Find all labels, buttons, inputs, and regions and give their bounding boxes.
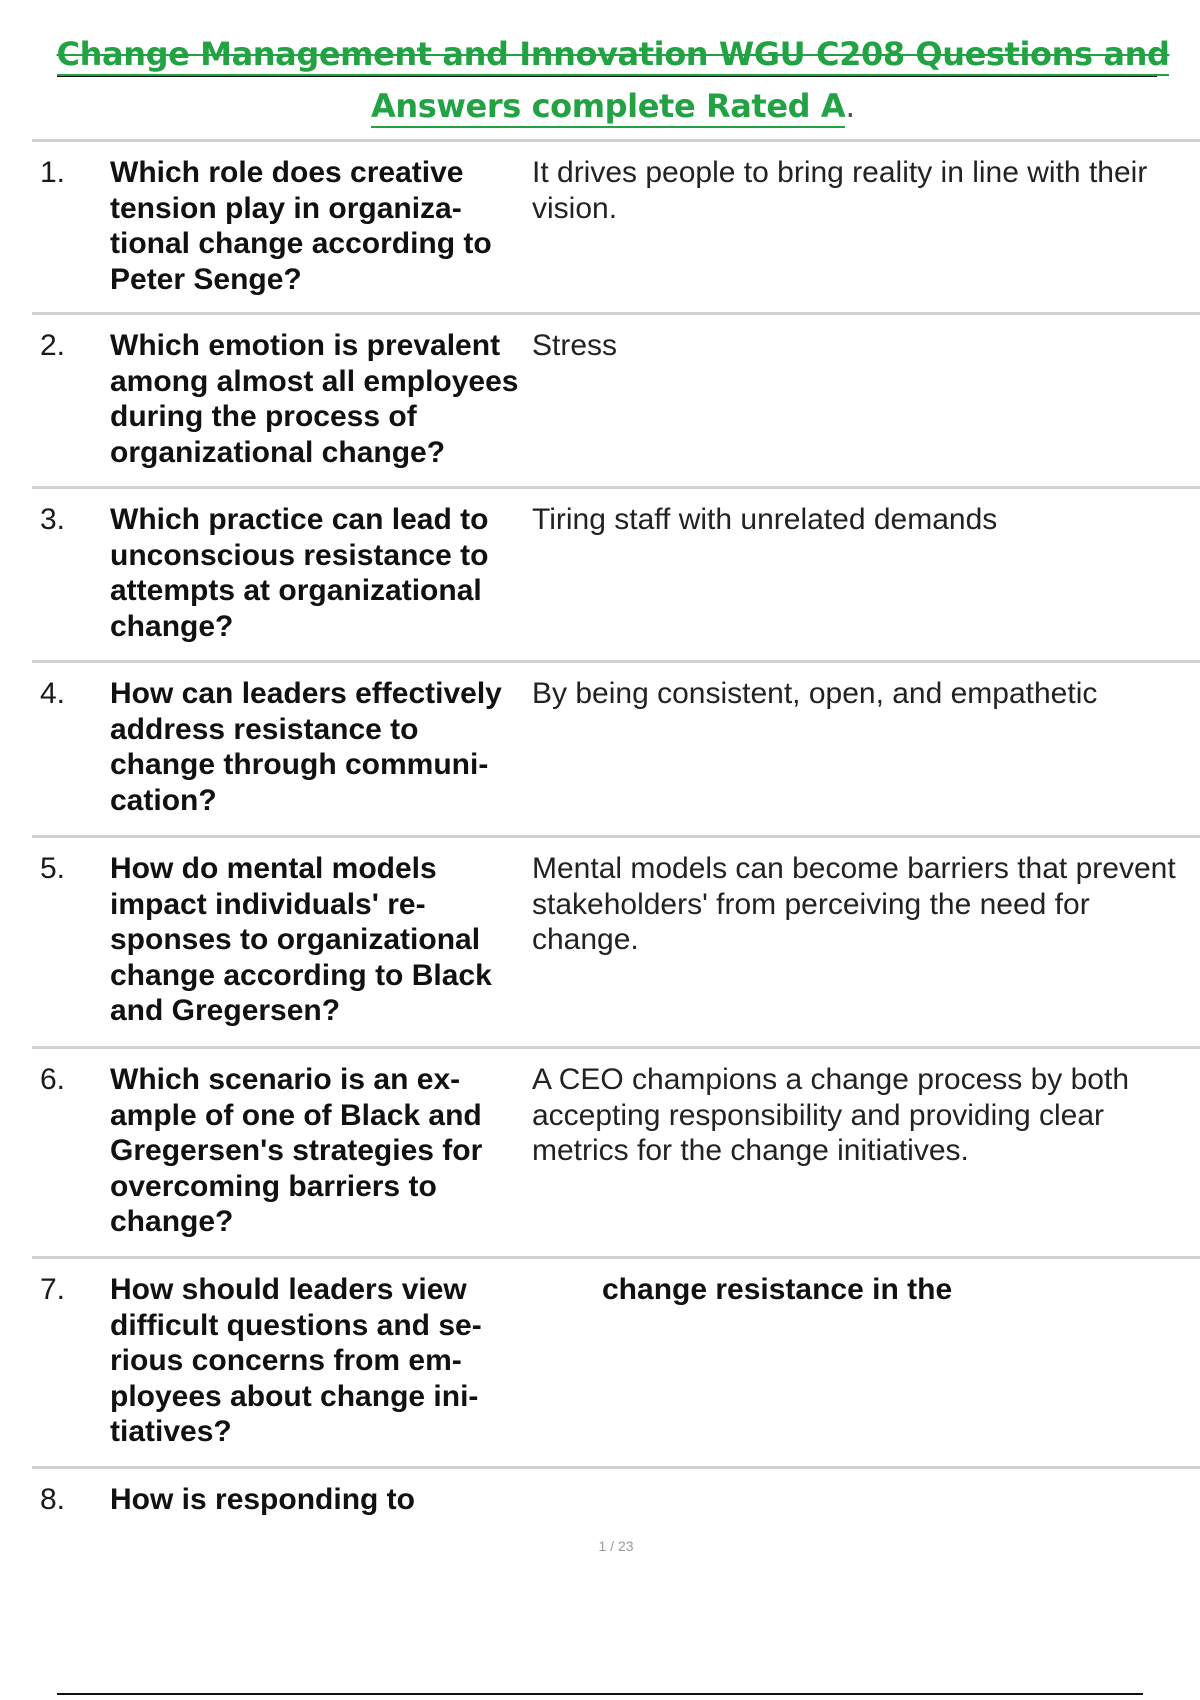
qa-row-6: [32, 1046, 1200, 1259]
document-title-suffix: .: [845, 87, 856, 125]
question-text: How is responding to: [110, 1483, 415, 1516]
question-number: 7.: [40, 1273, 66, 1306]
answer-text: Tiring staff with unrelated demands: [532, 503, 998, 536]
qa-row-8: [32, 1466, 1200, 1539]
question-number: 2.: [40, 329, 66, 362]
answer-text: Stress: [532, 329, 618, 362]
qa-row-4: [32, 660, 1200, 839]
answer-text: change resistance in the: [602, 1273, 953, 1306]
question-text: Which emotion is prevalent among almost all employees during the process of organizational change?: [110, 329, 519, 469]
answer-text: By being consistent, open, and empathetic: [532, 677, 1098, 710]
footer-rule: [57, 1693, 1143, 1695]
answer-text: It drives people to bring reality in line with their vision.: [532, 156, 1148, 225]
question-text: Which practice can lead to unconscious resistance to attempts at organizational change?: [110, 503, 489, 643]
document-title-line-1: [0, 34, 1200, 74]
question-number: 3.: [40, 503, 66, 536]
question-number: 6.: [40, 1063, 66, 1096]
question-text: How should leaders view difficult questions and serious concerns from employees about change initiatives?: [110, 1273, 482, 1448]
question-text: How can leaders effectively address resistance to change through communication?: [110, 677, 502, 817]
question-text: Which role does creative tension play in organizational change according to Peter Senge?: [110, 156, 492, 296]
question-number: 5.: [40, 852, 66, 885]
question-text: How do mental models impact individuals' responses to organizational change according to Black and Gregersen?: [110, 852, 492, 1027]
page-indicator: 1 / 23: [598, 1538, 634, 1554]
document-title-line-2: [0, 86, 1200, 126]
qa-row-5: [32, 835, 1200, 1048]
question-text: Which scenario is an example of one of Black and Gregersen's strategies for overcoming barriers to change?: [110, 1063, 483, 1238]
qa-row-2: [32, 312, 1200, 489]
document-title-text-2: Answers complete Rated A: [371, 87, 845, 128]
qa-row-7: [32, 1256, 1200, 1469]
answer-text: A CEO champions a change process by both accepting responsibility and providing clear metrics for the change initiatives.: [532, 1063, 1130, 1167]
answer-text: Mental models can become barriers that prevent stakeholders' from perceiving the need for change.: [532, 852, 1176, 956]
question-number: 1.: [40, 156, 66, 189]
qa-row-3: [32, 486, 1200, 663]
document-title-text-1: Change Management and Innovation WGU C208 Questions and: [57, 35, 1170, 76]
question-number: 8.: [40, 1483, 66, 1516]
question-number: 4.: [40, 677, 66, 710]
qa-row-1: [32, 139, 1200, 316]
